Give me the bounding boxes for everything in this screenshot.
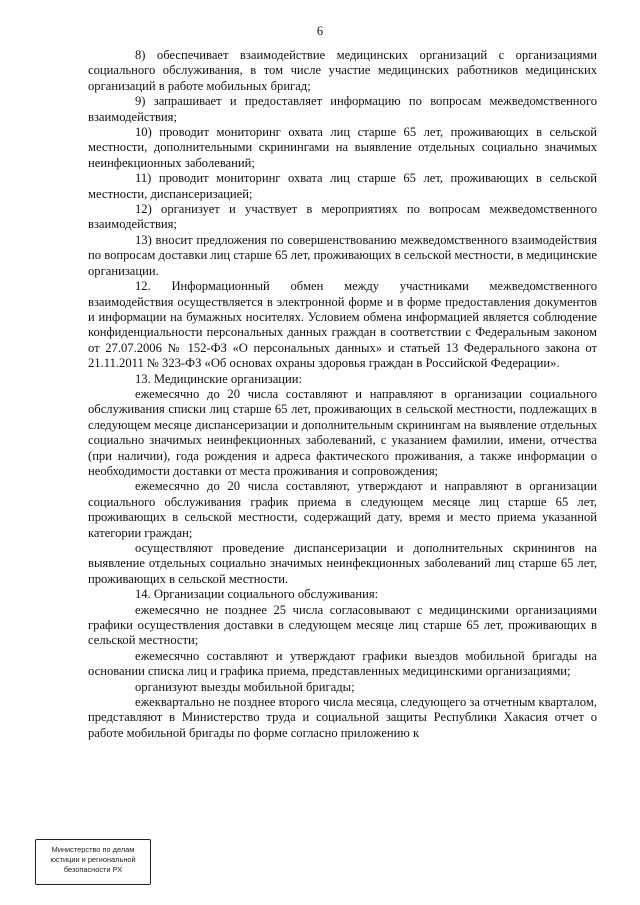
paragraph-section-13-b: ежемесячно до 20 числа составляют, утверждают и направляют в организации социального обслуживания график приема в следующем месяце лиц старше 65 лет, проживающих в сельской местности, содержащий дату, время и место приема указанной категории граждан; xyxy=(88,479,597,540)
stamp-line: безопасности РХ xyxy=(63,865,123,874)
paragraph-section-14-c: организуют выезды мобильной бригады; xyxy=(135,679,355,694)
paragraph-item-10: 10) проводит мониторинг охвата лиц старше 65 лет, проживающих в сельской местности, дополнительными скринингами на выявление отдельных социально значимых неинфекционных заболеваний; xyxy=(88,125,597,170)
paragraph-item-8: 8) обеспечивает взаимодействие медицинских организаций с организациями социального обслуживания, в том числе участие медицинских работников медицинских организаций в работе мобильных бригад; xyxy=(88,48,597,93)
stamp-line: юстиции и региональной xyxy=(50,855,136,864)
paragraph-section-14-a: ежемесячно не позднее 25 числа согласовывают с медицинскими организациями графики осуществления доставки в следующем месяце лиц старше 65 лет, проживающих в сельской местности; xyxy=(88,602,597,648)
page-number: 6 xyxy=(316,24,324,38)
stamp-line: Министерство по делам xyxy=(51,845,135,854)
paragraph-section-13-heading: 13. Медицинские организации: xyxy=(135,371,303,386)
paragraph-section-13-a: ежемесячно до 20 числа составляют и направляют в организации социального обслуживания списки лиц старше 65 лет, проживающих в сельской местности, подлежащих в следующем месяце диспансеризации и дополнительным скринингам на выявление отдельных социально значимых неинфекционных заболеваний, с указанием фамилии, имени, отчества (при наличии), года рождения и адреса фактического проживания, а также информации о необходимости доставки от места проживания и сопровождения; xyxy=(88,386,597,478)
paragraph-item-9: 9) запрашивает и предоставляет информацию по вопросам межведомственного взаимодействия; xyxy=(88,94,597,124)
registration-stamp xyxy=(35,839,151,885)
document-body xyxy=(88,48,597,741)
paragraph-section-14-b: ежемесячно составляют и утверждают графики выездов мобильной бригады на основании списка лиц и графика приема, представленных медицинскими организациями; xyxy=(88,648,597,679)
paragraph-section-13-c: осуществляют проведение диспансеризации и дополнительных скринингов на выявление отдельных социально значимых неинфекционных заболеваний лиц старше 65 лет, проживающих в сельской местности. xyxy=(88,541,597,586)
paragraph-item-11: 11) проводит мониторинг охвата лиц старше 65 лет, проживающих в сельской местности, диспансеризацией; xyxy=(88,171,597,201)
paragraph-item-13: 13) вносит предложения по совершенствованию межведомственного взаимодействия по вопросам доставки лиц старше 65 лет, проживающих в сельской местности, в медицинские организации. xyxy=(88,232,597,278)
paragraph-section-14-d: ежеквартально не позднее второго числа месяца, следующего за отчетным кварталом, представляют в Министерство труда и социальной защиты Республики Хакасия отчет о работе мобильной бригады по форме согласно приложению к xyxy=(88,695,597,740)
paragraph-section-12: 12. Информационный обмен между участниками межведомственного взаимодействия осуществляется в электронной форме и в форме предоставления документов и информации на бумажных носителях. Условием обмена информацией является соблюдение конфиденциальности персональных данных граждан в соответствии с Федеральным законом от 27.07.2006 № 152-ФЗ «О персональных данных» и статьей 13 Федерального закона от 21.11.2011 № 323-ФЗ «Об основах охраны здоровья граждан в Российской Федерации». xyxy=(88,279,597,371)
paragraph-section-14-heading: 14. Организации социального обслуживания: xyxy=(135,587,379,602)
paragraph-item-12: 12) организует и участвует в мероприятиях по вопросам межведомственного взаимодействия; xyxy=(88,202,597,232)
